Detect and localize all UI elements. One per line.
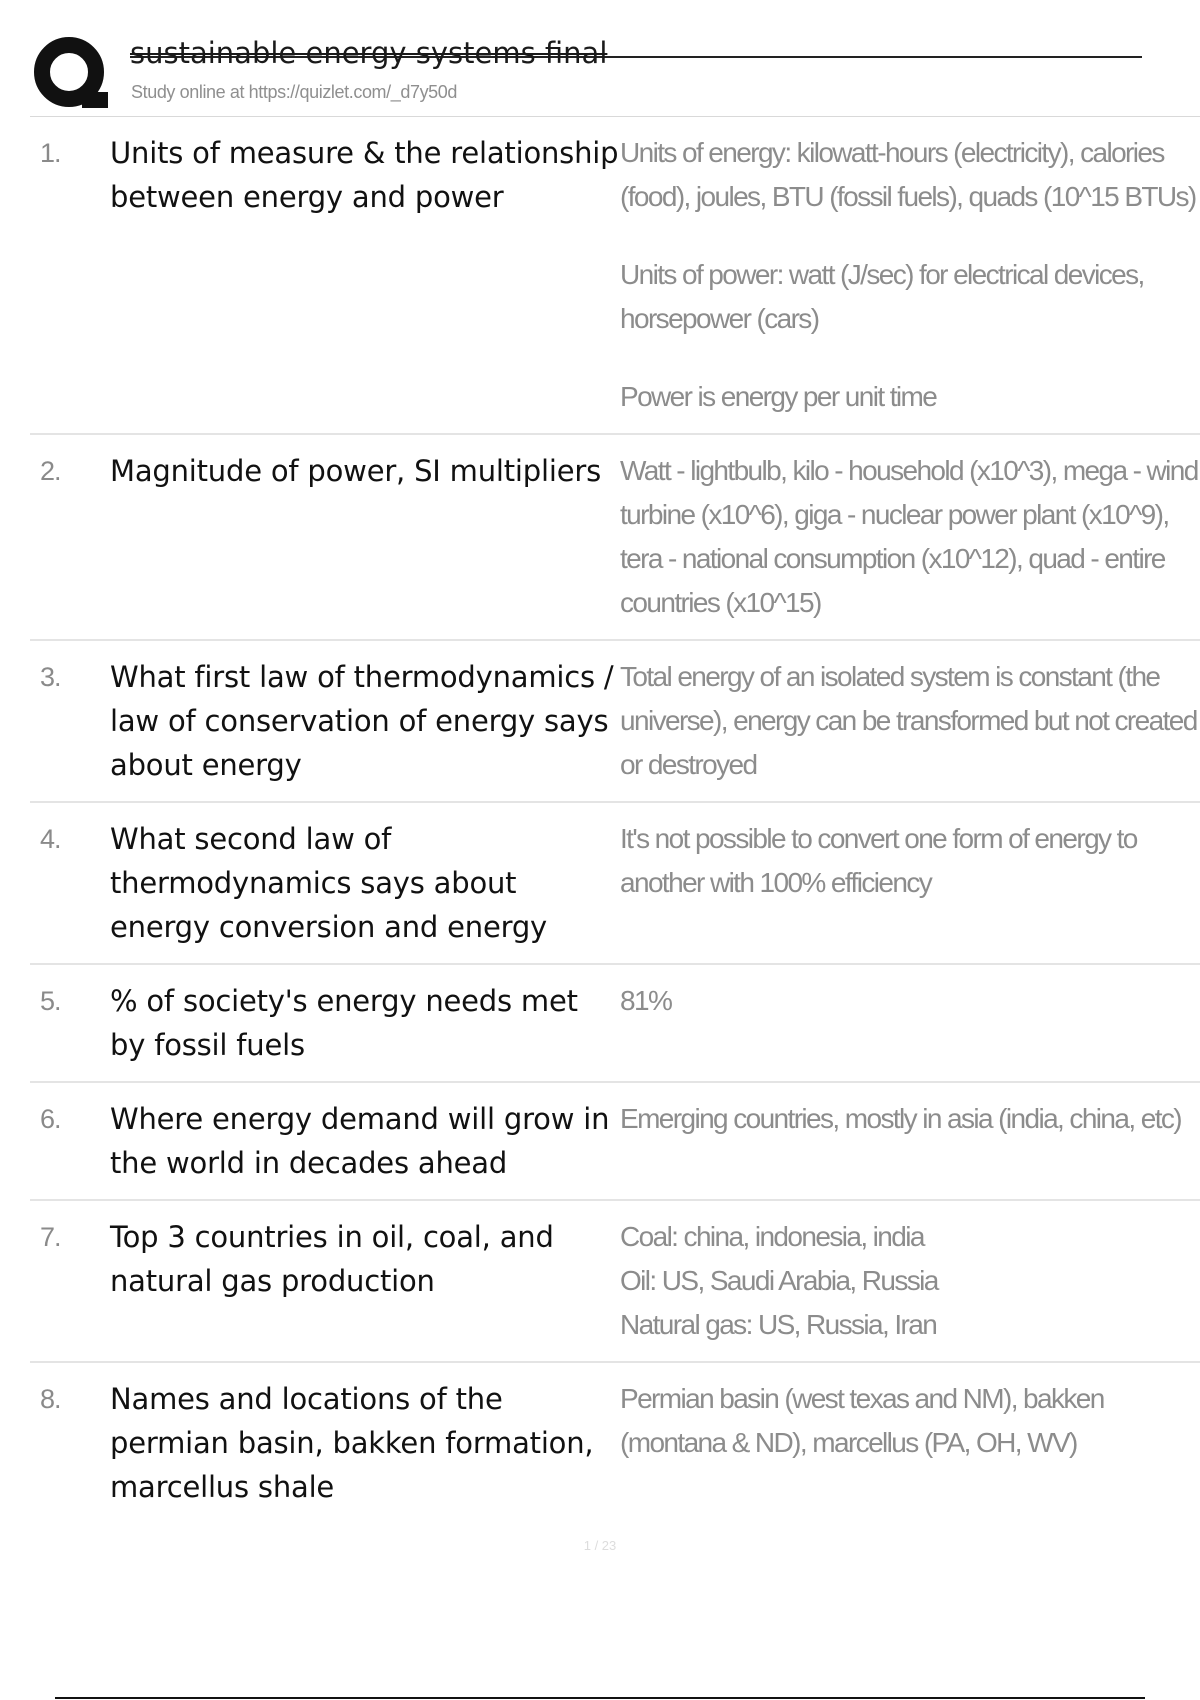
card-definition [620, 449, 1200, 625]
flashcard-row [30, 1201, 1200, 1363]
definition-paragraph: Watt - lightbulb, kilo - household (x10^3), mega - wind turbine (x10^6), giga - nuclear power plant (x10^9), tera - national consumption (x10^12), quad - entire countries (x10^15) [620, 455, 1198, 618]
definition-paragraph: Power is energy per unit time [620, 381, 937, 412]
flashcard-row [30, 435, 1200, 641]
definition-paragraph: Units of power: watt (J/sec) for electrical devices, horsepower (cars) [620, 259, 1144, 334]
card-number: 7. [40, 1222, 61, 1252]
flashcard-row [30, 1363, 1200, 1523]
card-definition [620, 979, 1200, 1067]
card-term: What second law of thermodynamics says about energy conversion and energy [110, 822, 547, 944]
card-definition [620, 1097, 1200, 1185]
page-number: 1 / 23 [583, 1538, 617, 1553]
card-number: 8. [40, 1384, 61, 1414]
footer-rule [55, 1697, 1145, 1699]
card-definition [620, 817, 1200, 949]
definition-line: Natural gas: US, Russia, Iran [620, 1309, 937, 1340]
study-online-link[interactable]: Study online at https://quizlet.com/_d7y50d [131, 82, 458, 102]
definition-paragraph: Units of energy: kilowatt-hours (electricity), calories (food), joules, BTU (fossil fuels), quads (10^15 BTUs) [620, 137, 1196, 212]
definition-paragraph: It's not possible to convert one form of energy to another with 100% efficiency [620, 823, 1137, 898]
card-term: Units of measure & the relationship between energy and power [110, 136, 619, 214]
flashcard-row [30, 117, 1200, 435]
card-definition [620, 131, 1200, 419]
card-term: % of society's energy needs met by fossil fuels [110, 984, 578, 1062]
card-definition [620, 1377, 1200, 1509]
card-term: What first law of thermodynamics / law of conservation of energy says about energy [110, 660, 614, 782]
document-header [30, 28, 1150, 118]
card-term: Top 3 countries in oil, coal, and natural gas production [110, 1220, 554, 1298]
card-definition [620, 655, 1200, 787]
card-term: Magnitude of power, SI multipliers [110, 454, 601, 488]
flashcard-row [30, 965, 1200, 1083]
card-number: 4. [40, 824, 61, 854]
definition-paragraph: 81% [620, 985, 672, 1016]
flashcard-row [30, 641, 1200, 803]
card-number: 2. [40, 456, 61, 486]
definition-line: Coal: china, indonesia, india [620, 1221, 924, 1252]
definition-paragraph: Permian basin (west texas and NM), bakken (montana & ND), marcellus (PA, OH, WV) [620, 1383, 1104, 1458]
card-number: 3. [40, 662, 61, 692]
flashcard-row [30, 1083, 1200, 1201]
flashcard-list [30, 117, 1200, 1523]
card-definition [620, 1215, 1200, 1347]
document-title: sustainable energy systems final [130, 36, 608, 70]
quizlet-logo-icon [32, 34, 112, 114]
card-term: Where energy demand will grow in the world in decades ahead [110, 1102, 610, 1180]
definition-paragraph: Total energy of an isolated system is constant (the universe), energy can be transformed but not created or destroyed [620, 661, 1197, 780]
flashcard-row [30, 803, 1200, 965]
card-term: Names and locations of the permian basin, bakken formation, marcellus shale [110, 1382, 594, 1504]
card-number: 1. [40, 138, 61, 168]
card-number: 5. [40, 986, 61, 1016]
card-number: 6. [40, 1104, 61, 1134]
definition-line: Oil: US, Saudi Arabia, Russia [620, 1265, 938, 1296]
definition-paragraph: Emerging countries, mostly in asia (india, china, etc) [620, 1103, 1181, 1134]
